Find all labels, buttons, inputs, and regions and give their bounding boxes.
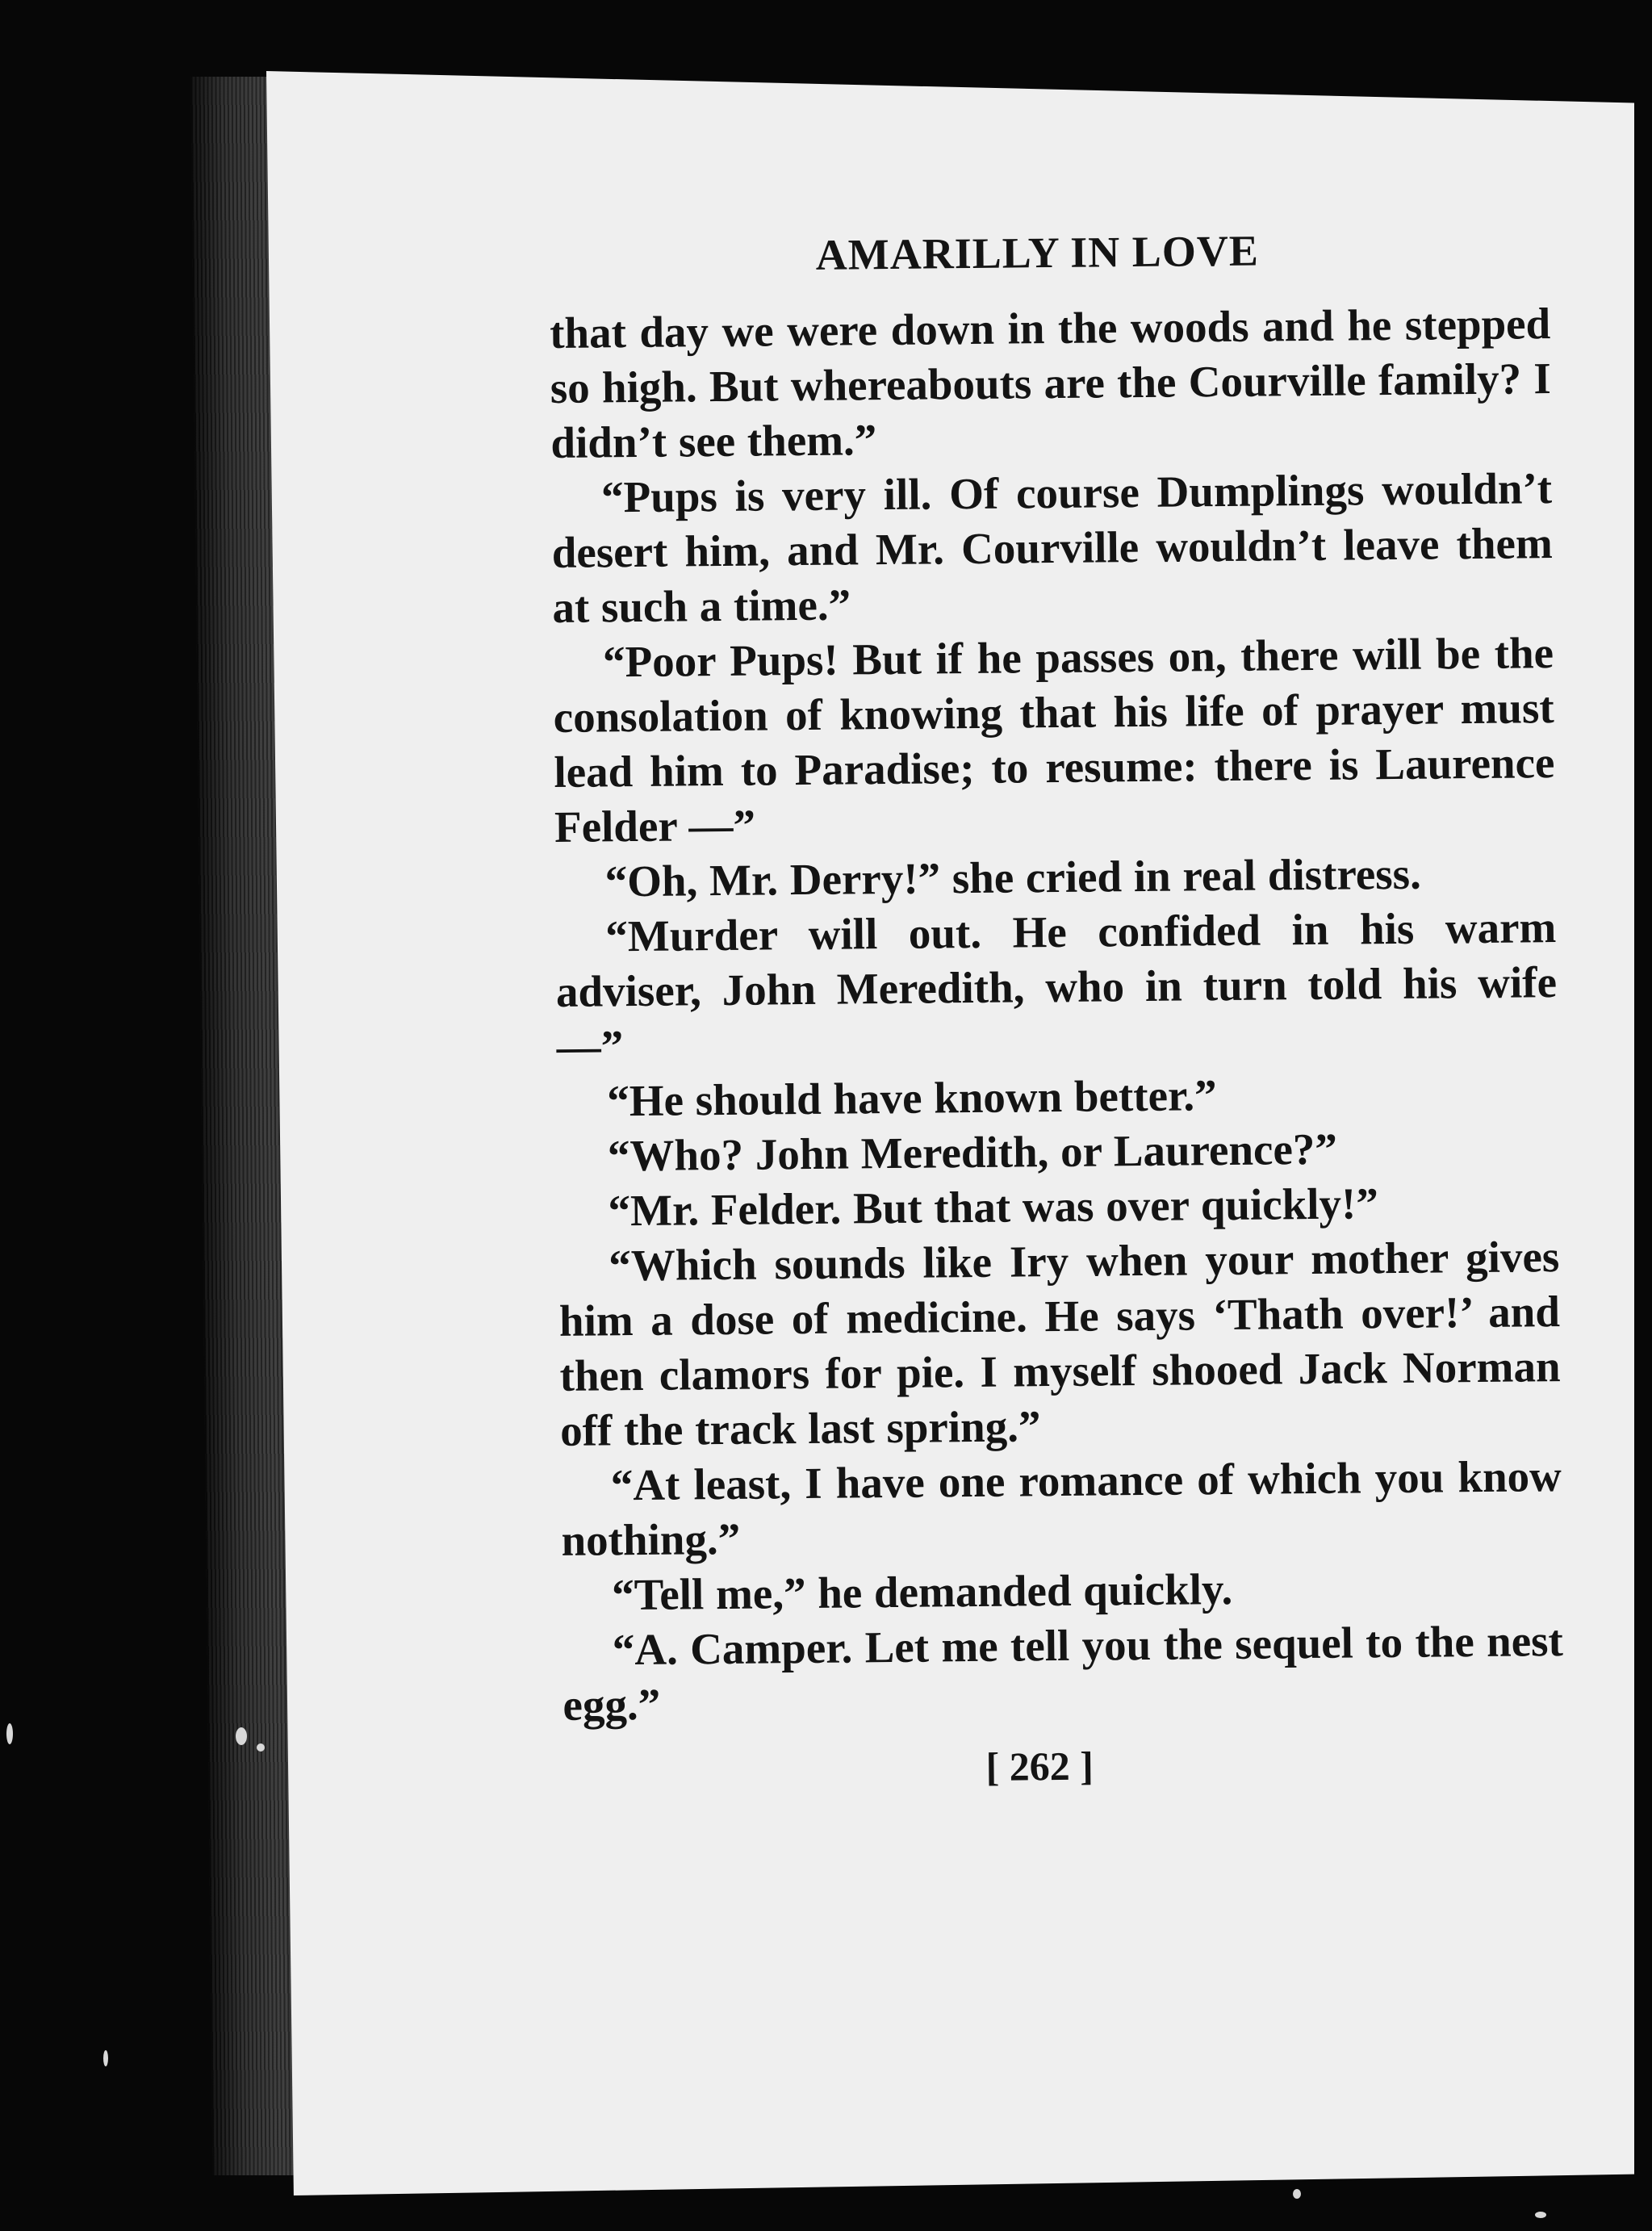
paragraph: “Poor Pups! But if he passes on, there will be the consolation of knowing that his life of prayer must lead him to Paradise; to resume: there is Laurence Felder —” [553, 628, 1555, 852]
paragraph: “Pups is very ill. Of course Dumplings wouldn’t desert him, and Mr. Courville wouldn’t leave them at such a time.” [551, 463, 1554, 633]
paragraph: “Oh, Mr. Derry!” she cried in real distress. [604, 849, 1422, 906]
text-column [549, 224, 1564, 1794]
dust-speck [1535, 2212, 1546, 2218]
paragraph: “A. Camper. Let me tell you the sequel to the nest egg.” [563, 1616, 1564, 1731]
dust-speck [6, 1723, 13, 1744]
paragraph: “Mr. Felder. But that was over quickly!” [608, 1178, 1379, 1236]
dust-speck [1293, 2189, 1301, 2199]
dust-speck [257, 1743, 265, 1752]
paragraph: “Tell me,” he demanded quickly. [611, 1564, 1233, 1620]
paragraph: that day we were down in the woods and he stepped so high. But whereabouts are the Courville family? I didn’t see them.” [549, 299, 1552, 468]
paragraph: “Which sounds like Iry when your mother gives him a dose of medicine. He says ‘Thath over!’ and then clamors for pie. I myself shooed Jack Norman off the track last spring.” [558, 1232, 1561, 1456]
dust-speck [236, 1727, 247, 1745]
paragraph: “Murder will out. He confided in his warm adviser, John Meredith, who in turn told his wife —” [555, 902, 1558, 1072]
dust-speck [103, 2050, 108, 2066]
paragraph: “He should have known better.” [607, 1070, 1217, 1126]
paragraph: “Who? John Meredith, or Laurence?” [607, 1124, 1338, 1181]
paragraph: “At least, I have one romance of which you know nothing.” [561, 1451, 1562, 1566]
page-number: [ 262 ] [985, 1743, 1094, 1790]
running-head: AMARILLY IN LOVE [815, 226, 1260, 279]
